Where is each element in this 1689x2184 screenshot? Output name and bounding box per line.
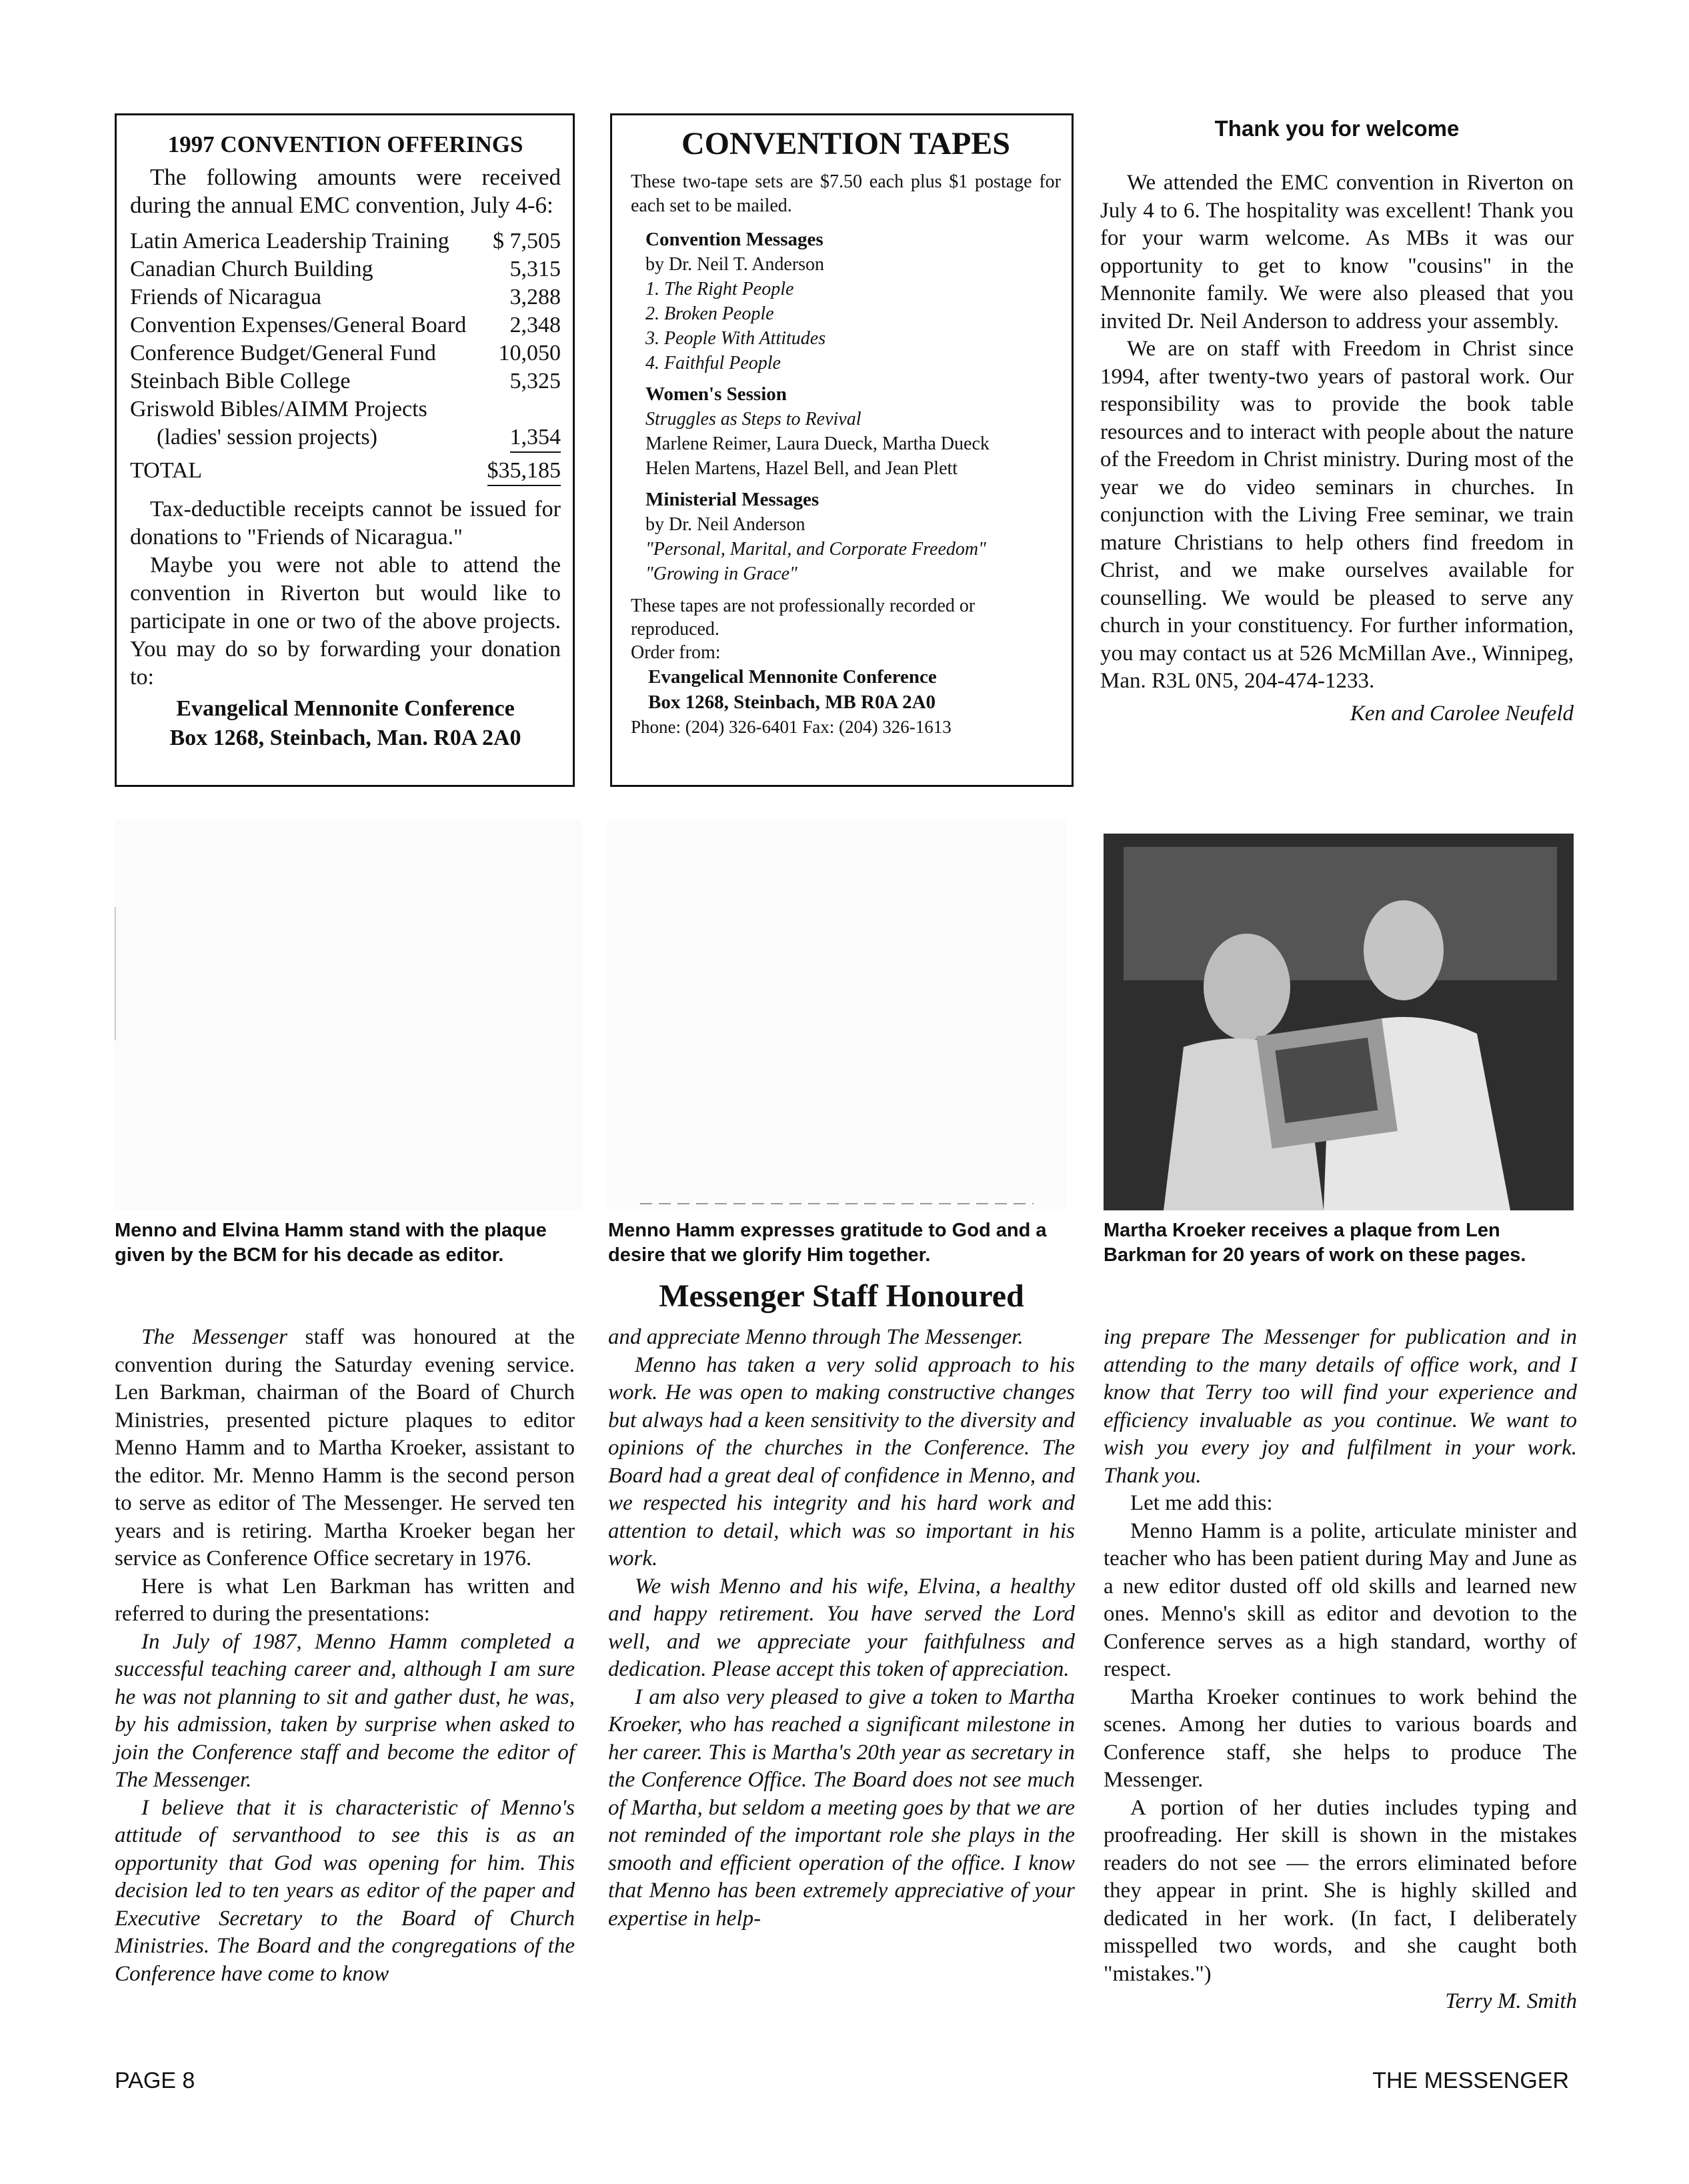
section-heading: Convention Messages	[645, 229, 823, 250]
offering-row: Conference Budget/General Fund 10,050	[130, 341, 561, 365]
offerings-note: Tax-deductible receipts cannot be issued for donations to "Friends of Nicaragua."	[130, 497, 561, 550]
section-heading: Ministerial Messages	[645, 489, 819, 510]
article-paragraph: ing prepare The Messenger for publication and in attending to the many details of office work, and I know that Terry too will find your experience and efficiency invaluable as you continue. We want to wish you every joy and fulfilment in your work. Thank you.	[1104, 1325, 1577, 1488]
letter-paragraph: We are on staff with Freedom in Christ since 1994, after twenty-two years of pastoral work. Our responsibility was to provide the book table resources and to interact with people about the nature of the Freedom in Christ ministry. During most of the year we do video seminars in churches. In conjunction with the Living Free seminar, we train mature Christians to help others find freedom in Christ, and we make ourselves available for counselling. We would be pleased to serve any church in your constituency. For further information, you may contact us at 526 McMillan Ave., Winnipeg, Man. R3L 0N5, 204-474-1233.	[1100, 337, 1574, 693]
article-paragraph: Martha Kroeker continues to work behind the scenes. Among her duties to various boards and Conference staff, she helps to produce The Messenger.	[1104, 1685, 1577, 1792]
publication-name: THE MESSENGER	[1372, 2068, 1569, 2093]
offering-row: Convention Expenses/General Board 2,348	[130, 313, 561, 337]
photo-menno-elvina	[115, 820, 581, 1210]
letter-signature: Ken and Carolee Neufeld	[1350, 701, 1574, 726]
offerings-note: Maybe you were not able to attend the convention in Riverton but would like to participate in one or two of the above projects. You may do so by forwarding your donation to:	[130, 553, 561, 690]
offering-row: Canadian Church Building 5,315	[130, 257, 561, 281]
section-heading: Women's Session	[645, 383, 787, 405]
letter-column	[1100, 115, 1574, 728]
letter-title: Thank you for welcome	[1214, 116, 1460, 141]
offering-total-row: TOTAL $35,185	[130, 457, 561, 486]
caption-photo-1: Menno and Elvina Hamm stand with the plaque given by the BCM for his decade as editor.	[115, 1220, 547, 1266]
offerings-address: Evangelical Mennonite Conference Box 1268, Steinbach, Man. R0A 2A0	[169, 696, 521, 750]
tapes-title: CONVENTION TAPES	[681, 126, 1010, 161]
caption-photo-2: Menno Hamm expresses gratitude to God and a desire that we glorify Him together.	[608, 1220, 1047, 1266]
article-paragraph: Let me add this:	[1130, 1491, 1273, 1515]
tapes-box	[610, 113, 1074, 787]
article-paragraph: We wish Menno and his wife, Elvina, a healthy and happy retirement. You have served the Lord well, and we appreciate your faithfulness and dedication. Please accept this token of appreciation.	[608, 1574, 1075, 1681]
page-number: PAGE 8	[115, 2068, 195, 2093]
article-headline: Messenger Staff Honoured	[659, 1278, 1024, 1314]
tapes-order: Order from:	[631, 642, 721, 663]
article-paragraph: In July of 1987, Menno Hamm completed a successful teaching career and, although I am sure he was not planning to sit and gather dust, he was, by his admission, taken by surprise when asked to join the Conference staff and become the editor of The Messenger.	[115, 1629, 575, 1792]
offering-row: Steinbach Bible College 5,325	[130, 369, 561, 393]
tapes-phone: Phone: (204) 326-6401 Fax: (204) 326-1613	[631, 717, 952, 737]
offering-row: Latin America Leadership Training $ 7,505	[130, 229, 561, 253]
tapes-ministerial-section: Ministerial Messages by Dr. Neil Anderson "Personal, Marital, and Corporate Freedom" "Growing in Grace"	[631, 487, 1061, 586]
article-paragraph: I believe that it is characteristic of Menno's attitude of servanthood to see this is as an opportunity that God was opening for him. This decision led to ten years as editor of the paper and Executive Secretary to the Board of Church Ministries. The Board and the congregations of the Conference have come to know	[115, 1795, 575, 1986]
article-paragraph: Menno has taken a very solid approach to his work. He was open to making constructive changes but always had a keen sensitivity to the diversity and opinions of the churches in the Conference. The Board had a great deal of confidence in Menno, and we respected his integrity and his hard work and attention to detail, which was so important in his work.	[608, 1352, 1075, 1570]
offerings-list	[130, 227, 561, 486]
tapes-note: These tapes are not professionally recorded or reproduced.	[631, 596, 976, 640]
article-column-1	[115, 1324, 575, 1988]
photo-menno-speaking	[607, 820, 1067, 1210]
caption-photo-3: Martha Kroeker receives a plaque from Len Barkman for 20 years of work on these pages.	[1104, 1220, 1526, 1266]
tapes-intro: These two-tape sets are $7.50 each plus $1 postage for each set to be mailed.	[631, 171, 1061, 216]
photo-martha-kroeker	[1104, 834, 1574, 1210]
tapes-convention-section: Convention Messages by Dr. Neil T. Anderson 1. The Right People 2. Broken People 3. People With Attitudes 4. Faithful People	[631, 227, 1061, 375]
article-paragraph: I am also very pleased to give a token to Martha Kroeker, who has reached a significant milestone in her career. This is Martha's 20th year as secretary in the Conference Office. The Board does not see much of Martha, but seldom a meeting goes by that we are not reminded of the important role she plays in the smooth and efficient operation of the office. I know that Menno has been extremely appreciative of your expertise in help-	[608, 1685, 1075, 1931]
article-paragraph: Menno Hamm is a polite, articulate minister and teacher who has been patient during May and June as a new editor dusted off old skills and learned new ones. Menno's skill as editor and devotion to the Conference serves as a high standard, worthy of respect.	[1104, 1518, 1577, 1681]
photo-placeholder-icon	[115, 820, 581, 1210]
article-paragraph: and appreciate Menno through The Messenger.	[608, 1325, 1024, 1349]
offering-row: (ladies' session projects) 1,354	[130, 423, 561, 453]
offerings-intro: The following amounts were received during the annual EMC convention, July 4-6:	[130, 164, 561, 218]
tapes-women-section: Women's Session Struggles as Steps to Revival Marlene Reimer, Laura Dueck, Martha Dueck Helen Martens, Hazel Bell, and Jean Plett	[631, 382, 1061, 481]
offering-row: Friends of Nicaragua 3,288	[130, 285, 561, 309]
article-column-3	[1104, 1324, 1577, 2016]
article-column-2	[608, 1324, 1075, 1933]
offerings-title: 1997 CONVENTION OFFERINGS	[167, 131, 523, 157]
article-paragraph: The Messenger staff was honoured at the convention during the Saturday evening service. Len Barkman, chairman of the Board of Church Ministries, presented picture plaques to editor Menno Hamm and to Martha Kroeker, assistant to the editor. Mr. Menno Hamm is the second person to serve as editor of The Messenger. He served ten years and is retiring. Martha Kroeker began her service as Conference Office secretary in 1976.	[115, 1325, 575, 1570]
offering-griswold-label: Griswold Bibles/AIMM Projects	[130, 397, 427, 421]
article-signature: Terry M. Smith	[1445, 1989, 1577, 2013]
article-paragraph: Here is what Len Barkman has written and referred to during the presentations:	[115, 1574, 575, 1626]
article-paragraph: A portion of her duties includes typing and proofreading. Her skill is shown in the mistakes readers do not see — the errors eliminated before they appear in print. She is highly skilled and dedicated in her work. (In fact, I deliberately misspelled two words, and she caught both "mistakes.")	[1104, 1795, 1577, 1986]
photo-image	[1104, 834, 1574, 1210]
letter-paragraph: We attended the EMC convention in Riverton on July 4 to 6. The hospitality was excellent! Thank you for your warm welcome. As MBs it was our opportunity to get to know "cousins" in the Mennonite family. We were also pleased that you invited Dr. Neil Anderson to address your assembly.	[1100, 171, 1574, 333]
offerings-box	[115, 113, 575, 787]
tapes-org: Evangelical Mennonite Conference Box 1268, Steinbach, MB R0A 2A0	[648, 666, 937, 713]
